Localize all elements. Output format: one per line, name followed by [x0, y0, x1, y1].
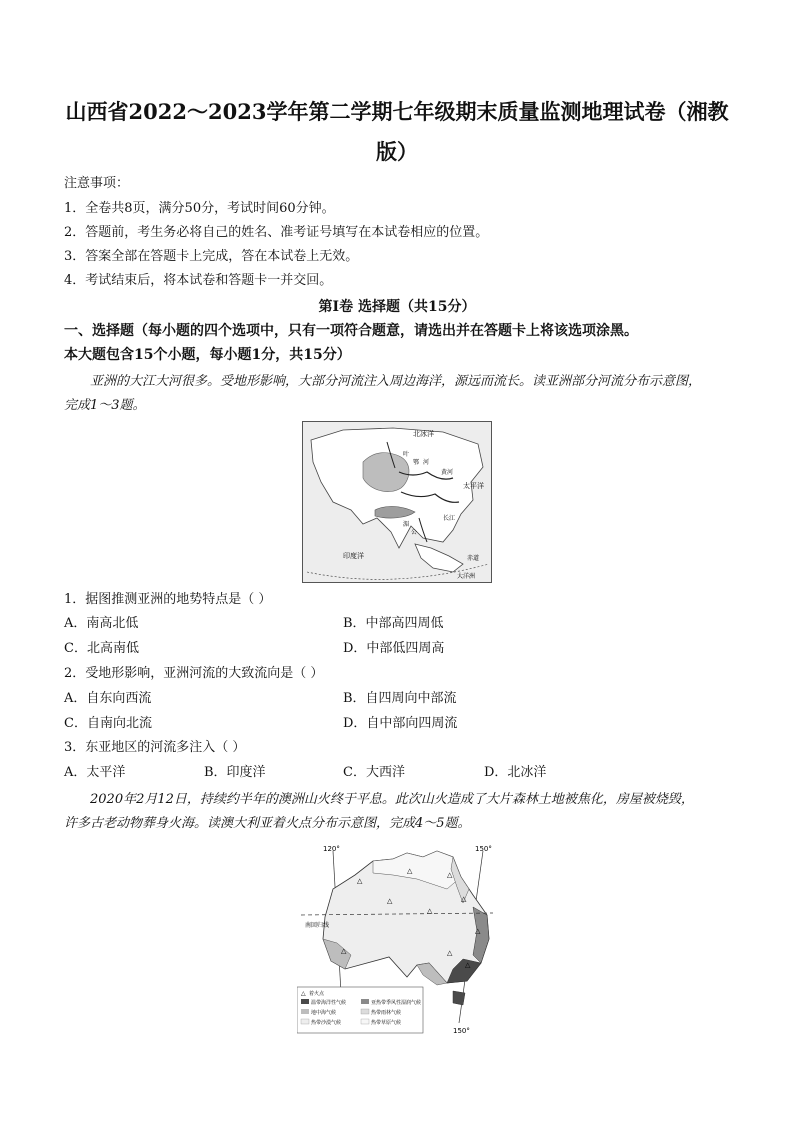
fire-point-icon: △	[475, 927, 481, 935]
legend-swatch-subtropical	[361, 999, 369, 1004]
asia-map-svg	[303, 422, 491, 582]
part1-title: 第I卷 选择题（共15分）	[318, 299, 476, 315]
legend-label-savanna: 热带草原气候	[371, 1020, 402, 1026]
fire-point-icon: △	[341, 947, 347, 955]
legend-label-subtropical: 亚热带季风性湿润气候	[371, 1000, 422, 1006]
label-yellow-river: 黄河	[441, 469, 454, 476]
label-tropic: 南回归线	[305, 922, 330, 929]
question-3-option-c[interactable]: C．大西洋	[343, 765, 405, 780]
question-3-option-b[interactable]: B．印度洋	[204, 765, 266, 780]
label-lon-150-top: 150°	[475, 845, 492, 853]
fire-point-icon: △	[407, 867, 413, 875]
fire-point-icon: △	[357, 877, 363, 885]
passage2-line2: 许多古老动物葬身火海。读澳大利亚着火点分布示意图，完成4～5题。	[64, 816, 471, 831]
note-item-2: 2．答题前，考生务必将自己的姓名、准考证号填写在本试卷相应的位置。	[64, 225, 489, 240]
legend-swatch-mediterranean	[301, 1009, 309, 1014]
australia-fire-map	[297, 843, 497, 1035]
question-2-stem: 2．受地形影响，亚洲河流的大致流向是（ ）	[64, 666, 324, 681]
label-equator: 赤道	[467, 555, 480, 562]
label-lon-120: 120°	[323, 845, 340, 853]
note-item-4: 4．考试结束后，将本试卷和答题卡一并交回。	[64, 273, 333, 288]
note-item-1: 1．全卷共8页，满分50分，考试时间60分钟。	[64, 201, 335, 216]
label-r1: 叶	[403, 451, 410, 458]
question-2-option-b[interactable]: B．自四周向中部流	[343, 691, 457, 706]
label-yangtze: 长江	[443, 515, 456, 522]
label-arctic: 北冰洋	[413, 430, 434, 438]
legend-swatch-oceanic	[301, 999, 309, 1004]
tasmania-island	[453, 991, 465, 1005]
question-2-option-d[interactable]: D．自中部向四周流	[343, 716, 458, 731]
exam-title-line1: 山西省2022～2023学年第二学期七年级期末质量监测地理试卷（湘教	[65, 99, 729, 124]
fire-point-icon: △	[447, 949, 453, 957]
question-1-option-c[interactable]: C．北高南低	[64, 641, 139, 656]
legend-swatch-desert	[301, 1019, 309, 1024]
label-oceania: 大洋洲	[457, 573, 476, 580]
note-item-3: 3．答案全部在答题卡上完成，答在本试卷上无效。	[64, 249, 359, 264]
asia-river-map	[302, 421, 492, 583]
fire-point-icon: △	[447, 871, 453, 879]
question-2-option-a[interactable]: A．自东向西流	[64, 691, 152, 706]
label-lon-150-bottom: 150°	[453, 1027, 470, 1035]
label-r4: 湄	[403, 521, 410, 528]
passage2	[64, 788, 744, 836]
legend-swatch-rainforest	[361, 1009, 369, 1014]
passage2-line1: 2020年2月12日，持续约半年的澳洲山火终于平息。此次山火造成了大片森林土地被焦化，房屋被烧毁，	[90, 792, 694, 807]
label-r5: 公	[411, 529, 418, 536]
question-1-option-d[interactable]: D．中部低四周高	[343, 641, 445, 656]
section1-line2: 本大题包含15个小题，每小题1分，共15分）	[64, 347, 351, 363]
legend-fire-label: 着火点	[309, 991, 325, 997]
australia-map-svg	[297, 843, 497, 1035]
question-1-option-a[interactable]: A．南高北低	[64, 616, 139, 631]
question-2-option-c[interactable]: C．自南向北流	[64, 716, 152, 731]
notes-heading: 注意事项：	[64, 176, 130, 191]
legend-swatch-savanna	[361, 1019, 369, 1024]
question-1-stem: 1．据图推测亚洲的地势特点是（ ）	[64, 592, 272, 607]
central-plateau	[363, 453, 409, 492]
passage1-line1: 亚洲的大江大河很多。受地形影响，大部分河流注入周边海洋，源远而流长。读亚洲部分河流分布示意图，	[90, 374, 702, 389]
exam-title	[40, 92, 754, 172]
label-r2: 鄂	[413, 459, 420, 466]
label-r3: 河	[423, 459, 430, 466]
question-1-option-b[interactable]: B．中部高四周低	[343, 616, 444, 631]
fire-point-icon: △	[465, 961, 471, 969]
passage1	[64, 370, 744, 418]
legend-label-rainforest: 热带雨林气候	[371, 1010, 402, 1016]
section1-line1: 一、选择题（每小题的四个选项中，只有一项符合题意，请选出并在答题卡上将该选项涂黑。	[64, 323, 638, 339]
legend-label-oceanic: 温带海洋性气候	[311, 1000, 347, 1006]
legend-label-desert: 热带沙漠气候	[311, 1020, 342, 1026]
fire-point-icon: △	[387, 897, 393, 905]
legend-fire-icon: △	[301, 990, 306, 997]
question-3-option-a[interactable]: A．太平洋	[64, 765, 126, 780]
question-3-stem: 3．东亚地区的河流多注入（ ）	[64, 740, 246, 755]
exam-title-line2: 版）	[376, 139, 418, 164]
label-pacific: 太平洋	[463, 482, 484, 490]
label-indian: 印度洋	[343, 552, 364, 560]
passage1-line2: 完成1～3题。	[64, 398, 146, 413]
legend-label-mediterranean: 地中海气候	[311, 1010, 337, 1016]
fire-point-icon: △	[427, 907, 433, 915]
question-3-option-d[interactable]: D．北冰洋	[484, 765, 547, 780]
fire-point-icon: △	[461, 895, 467, 903]
